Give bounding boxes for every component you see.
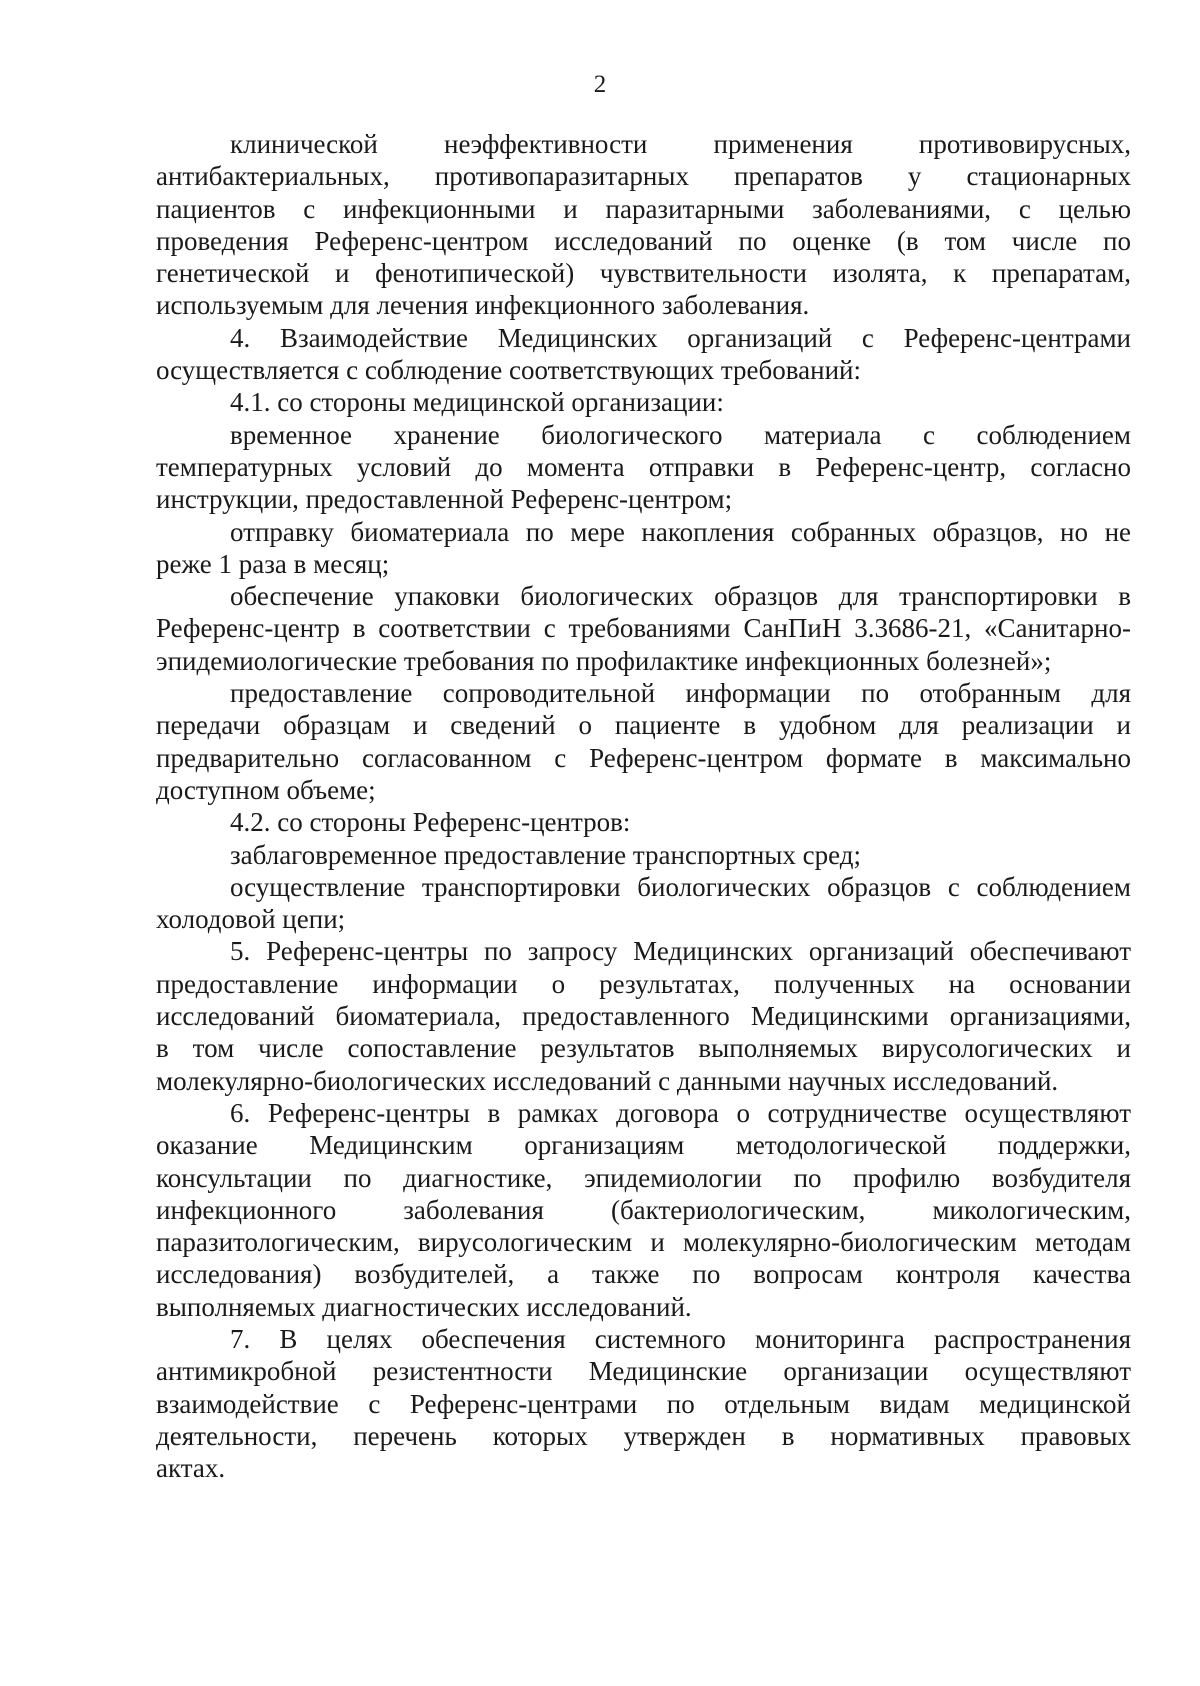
text-line: доступном объеме;: [156, 774, 376, 805]
text-line: в том числе сопоставление результатов выполняемых вирусологических и: [156, 1033, 1131, 1064]
text-line: 4.2. со стороны Референс-центров:: [230, 807, 631, 838]
page-number: 2: [593, 71, 607, 98]
text-line: временное хранение биологического материала с соблюдением: [230, 419, 1131, 450]
text-line: осуществление транспортировки биологических образцов с соблюдением: [230, 871, 1131, 902]
text-line: холодовой цепи;: [156, 904, 346, 935]
text-line: выполняемых диагностических исследований.: [156, 1291, 692, 1322]
text-line: реже 1 раза в месяц;: [156, 548, 390, 579]
text-line: оказание Медицинским организациям методологической поддержки,: [156, 1130, 1131, 1161]
text-line: 7. В целях обеспечения системного мониторинга распространения: [230, 1323, 1131, 1354]
text-line: инфекционного заболевания (бактериологическим, микологическим,: [156, 1194, 1131, 1225]
text-line: температурных условий до момента отправки в Референс-центр, согласно: [156, 451, 1131, 482]
text-line: 4.1. со стороны медицинской организации:: [230, 387, 724, 418]
text-line: паразитологическим, вирусологическим и молекулярно-биологическим методам: [156, 1227, 1131, 1258]
text-line: 4. Взаимодействие Медицинских организаций с Референс-центрами: [230, 322, 1131, 353]
document-body: [156, 128, 1131, 1484]
text-line: осуществляется с соблюдение соответствующих требований:: [156, 355, 861, 386]
text-line: антибактериальных, противопаразитарных препаратов у стационарных: [156, 161, 1131, 192]
text-line: деятельности, перечень которых утвержден в нормативных правовых: [156, 1420, 1131, 1451]
text-line: исследования) возбудителей, а также по вопросам контроля качества: [156, 1259, 1131, 1290]
text-line: обеспечение упаковки биологических образцов для транспортировки в: [230, 581, 1131, 612]
text-line: Референс-центр в соответствии с требованиями СанПиН 3.3686-21, «Санитарно-: [156, 613, 1131, 644]
text-line: 5. Референс-центры по запросу Медицинских организаций обеспечивают: [230, 936, 1131, 967]
text-line: отправку биоматериала по мере накопления собранных образцов, но не: [230, 516, 1131, 547]
text-line: 6. Референс-центры в рамках договора о сотрудничестве осуществляют: [230, 1097, 1131, 1128]
text-line: генетической и фенотипической) чувствительности изолята, к препаратам,: [156, 258, 1131, 289]
text-line: эпидемиологические требования по профилактике инфекционных болезней»;: [156, 645, 1052, 676]
text-line: антимикробной резистентности Медицинские организации осуществляют: [156, 1356, 1131, 1387]
text-line: консультации по диагностике, эпидемиологии по профилю возбудителя: [156, 1162, 1131, 1193]
text-line: взаимодействие с Референс-центрами по отдельным видам медицинской: [156, 1388, 1131, 1419]
text-line: предварительно согласованном с Референс-центром формате в максимально: [156, 742, 1131, 773]
text-line: пациентов с инфекционными и паразитарными заболеваниями, с целью: [156, 193, 1131, 224]
text-line: молекулярно-биологических исследований с данными научных исследований.: [156, 1065, 1059, 1096]
text-line: передачи образцам и сведений о пациенте в удобном для реализации и: [156, 710, 1131, 741]
text-line: клинической неэффективности применения противовирусных,: [230, 129, 1131, 159]
text-line: предоставление информации о результатах, полученных на основании: [156, 968, 1131, 999]
text-line: исследований биоматериала, предоставленного Медицинскими организациями,: [156, 1001, 1131, 1032]
text-line: используемым для лечения инфекционного заболевания.: [156, 290, 810, 321]
text-line: актах.: [156, 1453, 226, 1484]
text-line: проведения Референс-центром исследований по оценке (в том числе по: [156, 225, 1131, 256]
text-line: заблаговременное предоставление транспортных сред;: [230, 839, 862, 870]
text-line: предоставление сопроводительной информации по отобранным для: [230, 678, 1131, 709]
text-line: инструкции, предоставленной Референс-центром;: [156, 484, 733, 515]
